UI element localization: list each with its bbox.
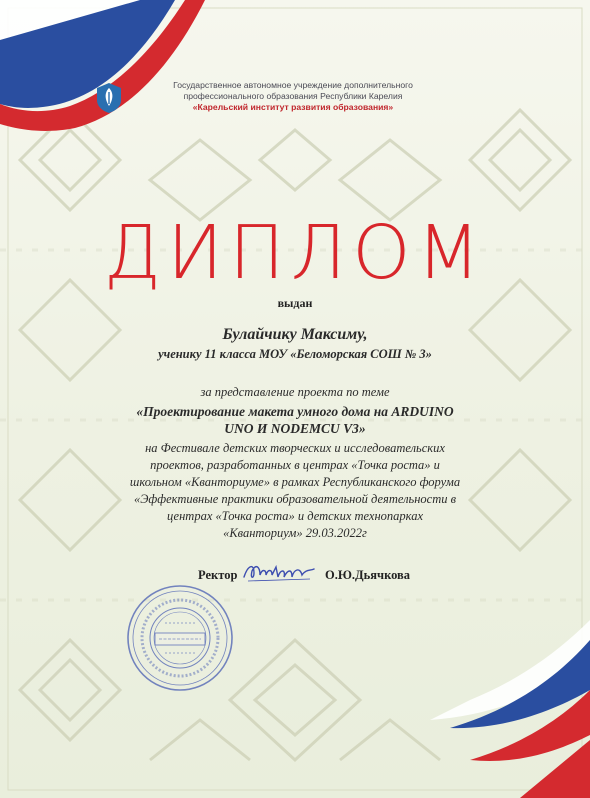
- handwritten-signature: [240, 557, 320, 587]
- festival-line-6: «Кванториум» 29.03.2022г: [223, 526, 367, 540]
- official-stamp: [125, 583, 235, 693]
- project-intro: за представление проекта по теме: [200, 385, 390, 399]
- diploma-title: ДИПЛОМ: [103, 210, 487, 296]
- festival-line-3: школьном «Кванториуме» в рамках Республиканского форума: [129, 475, 461, 489]
- recipient-school: ученику 11 класса МОУ «Беломорская СОШ № 3»: [158, 347, 432, 361]
- project-title: [0, 403, 590, 437]
- festival-line-4: «Эффективные практики образовательной деятельности в: [133, 492, 457, 506]
- institute-line-1: Государственное автономное учреждение дополнительного: [173, 80, 413, 90]
- institute-logo: [95, 82, 123, 114]
- festival-description: [0, 440, 590, 542]
- institute-header: [128, 80, 458, 113]
- project-title-line-2: UNO И NODEMCU V3»: [224, 421, 366, 436]
- festival-line-5: центрах «Точка роста» и детских технопарках: [167, 509, 423, 523]
- festival-line-1: на Фестивале детских творческих и исследовательских: [145, 441, 445, 455]
- festival-line-2: проектов, разработанных в центрах «Точка роста» и: [150, 458, 440, 472]
- institute-line-3: «Карельский институт развития образования»: [192, 102, 394, 112]
- signatory-name: О.Ю.Дьячкова: [325, 568, 411, 582]
- signatory-role: Ректор: [198, 568, 238, 582]
- institute-line-2: профессионального образования Республики Карелия: [183, 91, 403, 101]
- issued-label: выдан: [277, 296, 313, 310]
- project-title-line-1: «Проектирование макета умного дома на ARDUINO: [136, 404, 454, 419]
- recipient-name: Булайчику Максиму,: [222, 326, 368, 343]
